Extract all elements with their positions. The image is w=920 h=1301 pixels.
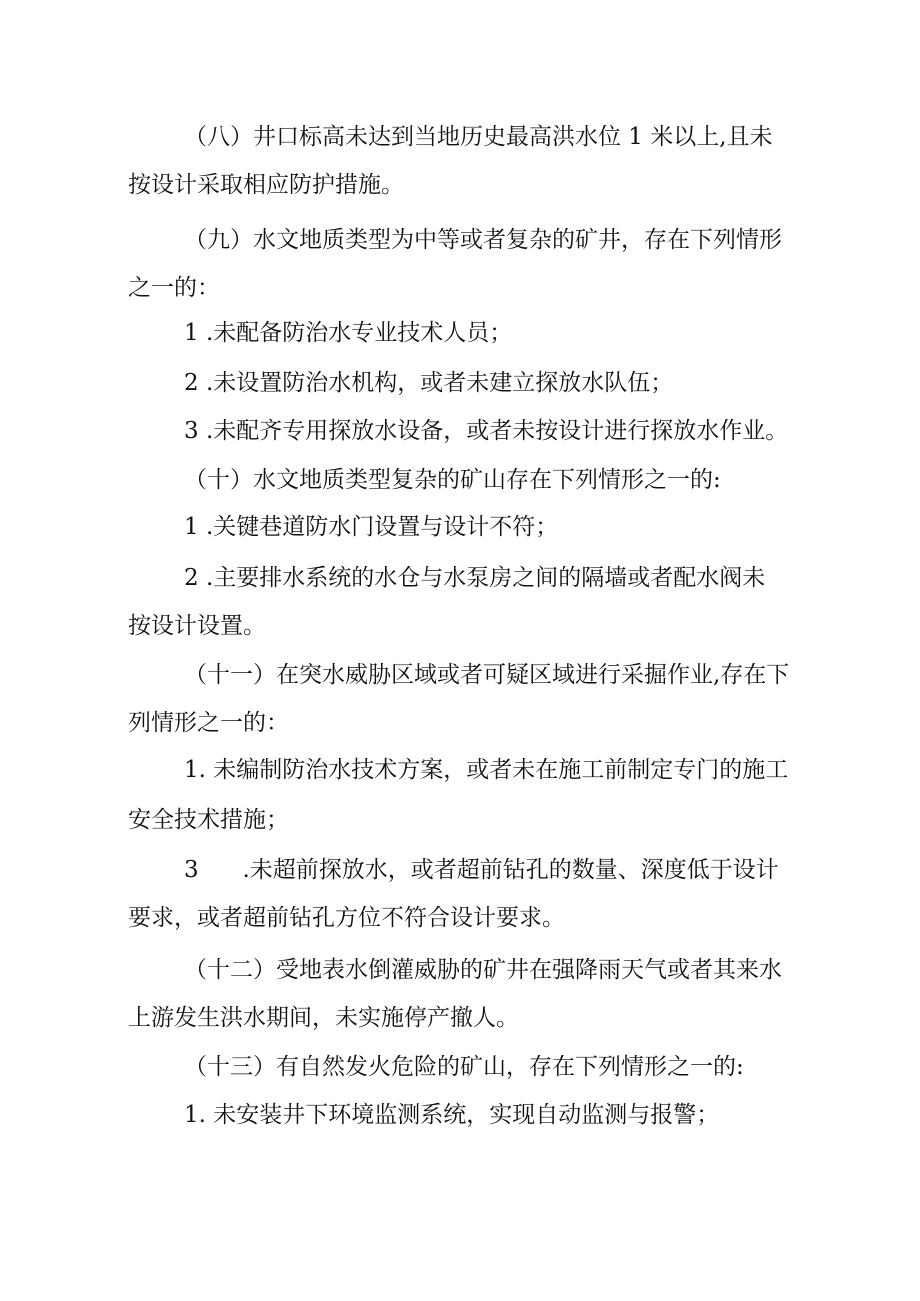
paragraph-line: 上游发生洪水期间，未实施停产撤人。 — [128, 1005, 519, 1031]
list-item: 1 .关键巷道防水门设置与设计不符； — [184, 514, 559, 540]
paragraph-line: （十一）在突水威胁区域或者可疑区域进行采掘作业,存在下 — [184, 662, 790, 688]
paragraph-line: 按设计设置。 — [128, 613, 266, 639]
list-item: 3 .未配齐专用探放水设备，或者未按设计进行探放水作业。 — [184, 418, 789, 444]
paragraph-line: （八）井口标高未达到当地历史最高洪水位 1 米以上,且未 — [184, 124, 773, 150]
list-item: 1 .未配备防治水专业技术人员； — [184, 320, 513, 346]
paragraph-line: （十三）有自然发火危险的矿山，存在下列情形之一的: — [184, 1054, 744, 1080]
paragraph-line: （十）水文地质类型复杂的矿山存在下列情形之一的: — [184, 467, 721, 493]
list-item: 1. 未编制防治水技术方案，或者未在施工前制定专门的施工 — [184, 757, 789, 783]
list-item: 3 .未超前探放水，或者超前钻孔的数量、深度低于设计 — [184, 857, 779, 883]
paragraph-line: 安全技术措施； — [128, 807, 289, 833]
paragraph-line: 之一的： — [128, 275, 220, 301]
paragraph-line: （十二）受地表水倒灌威胁的矿井在强降雨天气或者其来水 — [184, 957, 782, 983]
paragraph-line: 按设计采取相应防护措施。 — [128, 172, 404, 198]
paragraph-line: 要求，或者超前钻孔方位不符合设计要求。 — [128, 905, 565, 931]
list-item: 2 .未设置防治水机构，或者未建立探放水队伍； — [184, 370, 674, 396]
paragraph-line: （九）水文地质类型为中等或者复杂的矿井，存在下列情形 — [184, 227, 782, 253]
list-item: 2 .主要排水系统的水仓与水泵房之间的隔墙或者配水阀未 — [184, 565, 766, 591]
paragraph-line: 列情形之一的： — [128, 710, 289, 736]
list-item: 1. 未安装井下环境监测系统，实现自动监测与报警； — [184, 1102, 720, 1128]
